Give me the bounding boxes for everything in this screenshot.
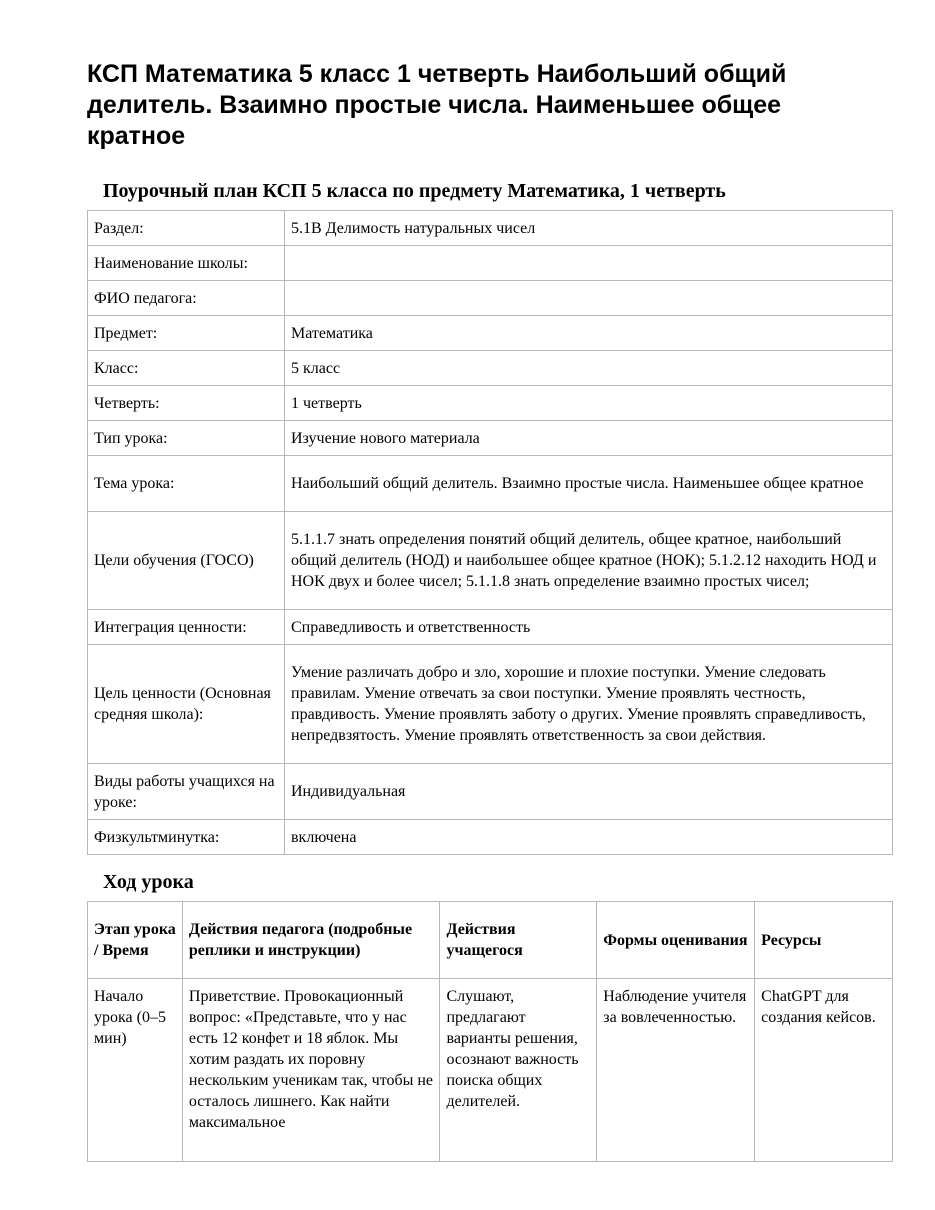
info-value bbox=[285, 281, 893, 316]
info-key: Цели обучения (ГОСО) bbox=[88, 512, 285, 610]
info-key: Виды работы учащихся на уроке: bbox=[88, 764, 285, 820]
table-row bbox=[88, 351, 893, 386]
table-row bbox=[88, 211, 893, 246]
info-key: Класс: bbox=[88, 351, 285, 386]
student-actions-cell: Слушают, предлагают варианты решения, осознают важность поиска общих делителей. bbox=[440, 979, 597, 1162]
table-row bbox=[88, 820, 893, 855]
info-value: Умение различать добро и зло, хорошие и плохие поступки. Умение следовать правилам. Умение отвечать за свои поступки. Умение проявлять честность, правдивость. Умение проявлять заботу о других. Умение проявлять справедливость, непредвзятость. Умение проявлять ответственность за свои действия. bbox=[285, 645, 893, 764]
info-value: 5.1.1.7 знать определения понятий общий делитель, общее кратное, наибольший общий делитель (НОД) и наибольшее общее кратное (НОК); 5.1.2.12 находить НОД и НОК двух и более чисел; 5.1.1.8 знать определение взаимно простых чисел; bbox=[285, 512, 893, 610]
lesson-stage-cell: Начало урока (0–5 мин) bbox=[88, 979, 183, 1162]
table-row bbox=[88, 512, 893, 610]
table-row bbox=[88, 281, 893, 316]
info-value: Наибольший общий делитель. Взаимно простые числа. Наименьшее общее кратное bbox=[285, 456, 893, 512]
info-key: Раздел: bbox=[88, 211, 285, 246]
info-key: Тема урока: bbox=[88, 456, 285, 512]
resources-cell: ChatGPT для создания кейсов. bbox=[755, 979, 893, 1162]
lesson-progress-heading: Ход урока bbox=[103, 871, 194, 893]
info-key: ФИО педагога: bbox=[88, 281, 285, 316]
info-value bbox=[285, 246, 893, 281]
table-header-row bbox=[88, 902, 893, 979]
info-value: 5.1В Делимость натуральных чисел bbox=[285, 211, 893, 246]
column-header-stage: Этап урока / Время bbox=[88, 902, 183, 979]
document-title: КСП Математика 5 класс 1 четверть Наибольший общий делитель. Взаимно простые числа. Наименьшее общее кратное bbox=[87, 60, 787, 150]
info-key: Физкультминутка: bbox=[88, 820, 285, 855]
info-key: Четверть: bbox=[88, 386, 285, 421]
lesson-progress-table bbox=[87, 901, 893, 1162]
column-header-resources: Ресурсы bbox=[755, 902, 893, 979]
info-value: Изучение нового материала bbox=[285, 421, 893, 456]
info-value: 5 класс bbox=[285, 351, 893, 386]
teacher-actions-cell: Приветствие. Провокационный вопрос: «Представьте, что у нас есть 12 конфет и 18 яблок. Мы хотим раздать их поровну нескольким ученикам так, чтобы не осталось лишнего. Как найти максимальное bbox=[182, 979, 440, 1162]
table-row bbox=[88, 764, 893, 820]
table-row bbox=[88, 979, 893, 1162]
table-row bbox=[88, 386, 893, 421]
info-key: Наименование школы: bbox=[88, 246, 285, 281]
table-row bbox=[88, 610, 893, 645]
column-header-assessment: Формы оценивания bbox=[597, 902, 755, 979]
column-header-student-actions: Действия учащегося bbox=[440, 902, 597, 979]
info-value: Индивидуальная bbox=[285, 764, 893, 820]
info-value: включена bbox=[285, 820, 893, 855]
table-row bbox=[88, 645, 893, 764]
table-row bbox=[88, 456, 893, 512]
table-row bbox=[88, 316, 893, 351]
table-row bbox=[88, 246, 893, 281]
column-header-teacher-actions: Действия педагога (подробные реплики и инструкции) bbox=[182, 902, 440, 979]
info-key: Цель ценности (Основная средняя школа): bbox=[88, 645, 285, 764]
info-key: Интеграция ценности: bbox=[88, 610, 285, 645]
table-row bbox=[88, 421, 893, 456]
info-value: Математика bbox=[285, 316, 893, 351]
info-key: Тип урока: bbox=[88, 421, 285, 456]
lesson-info-table bbox=[87, 210, 893, 855]
plan-heading: Поурочный план КСП 5 класса по предмету Математика, 1 четверть bbox=[103, 180, 726, 202]
assessment-cell: Наблюдение учителя за вовлеченностью. bbox=[597, 979, 755, 1162]
info-key: Предмет: bbox=[88, 316, 285, 351]
info-value: 1 четверть bbox=[285, 386, 893, 421]
info-value: Справедливость и ответственность bbox=[285, 610, 893, 645]
